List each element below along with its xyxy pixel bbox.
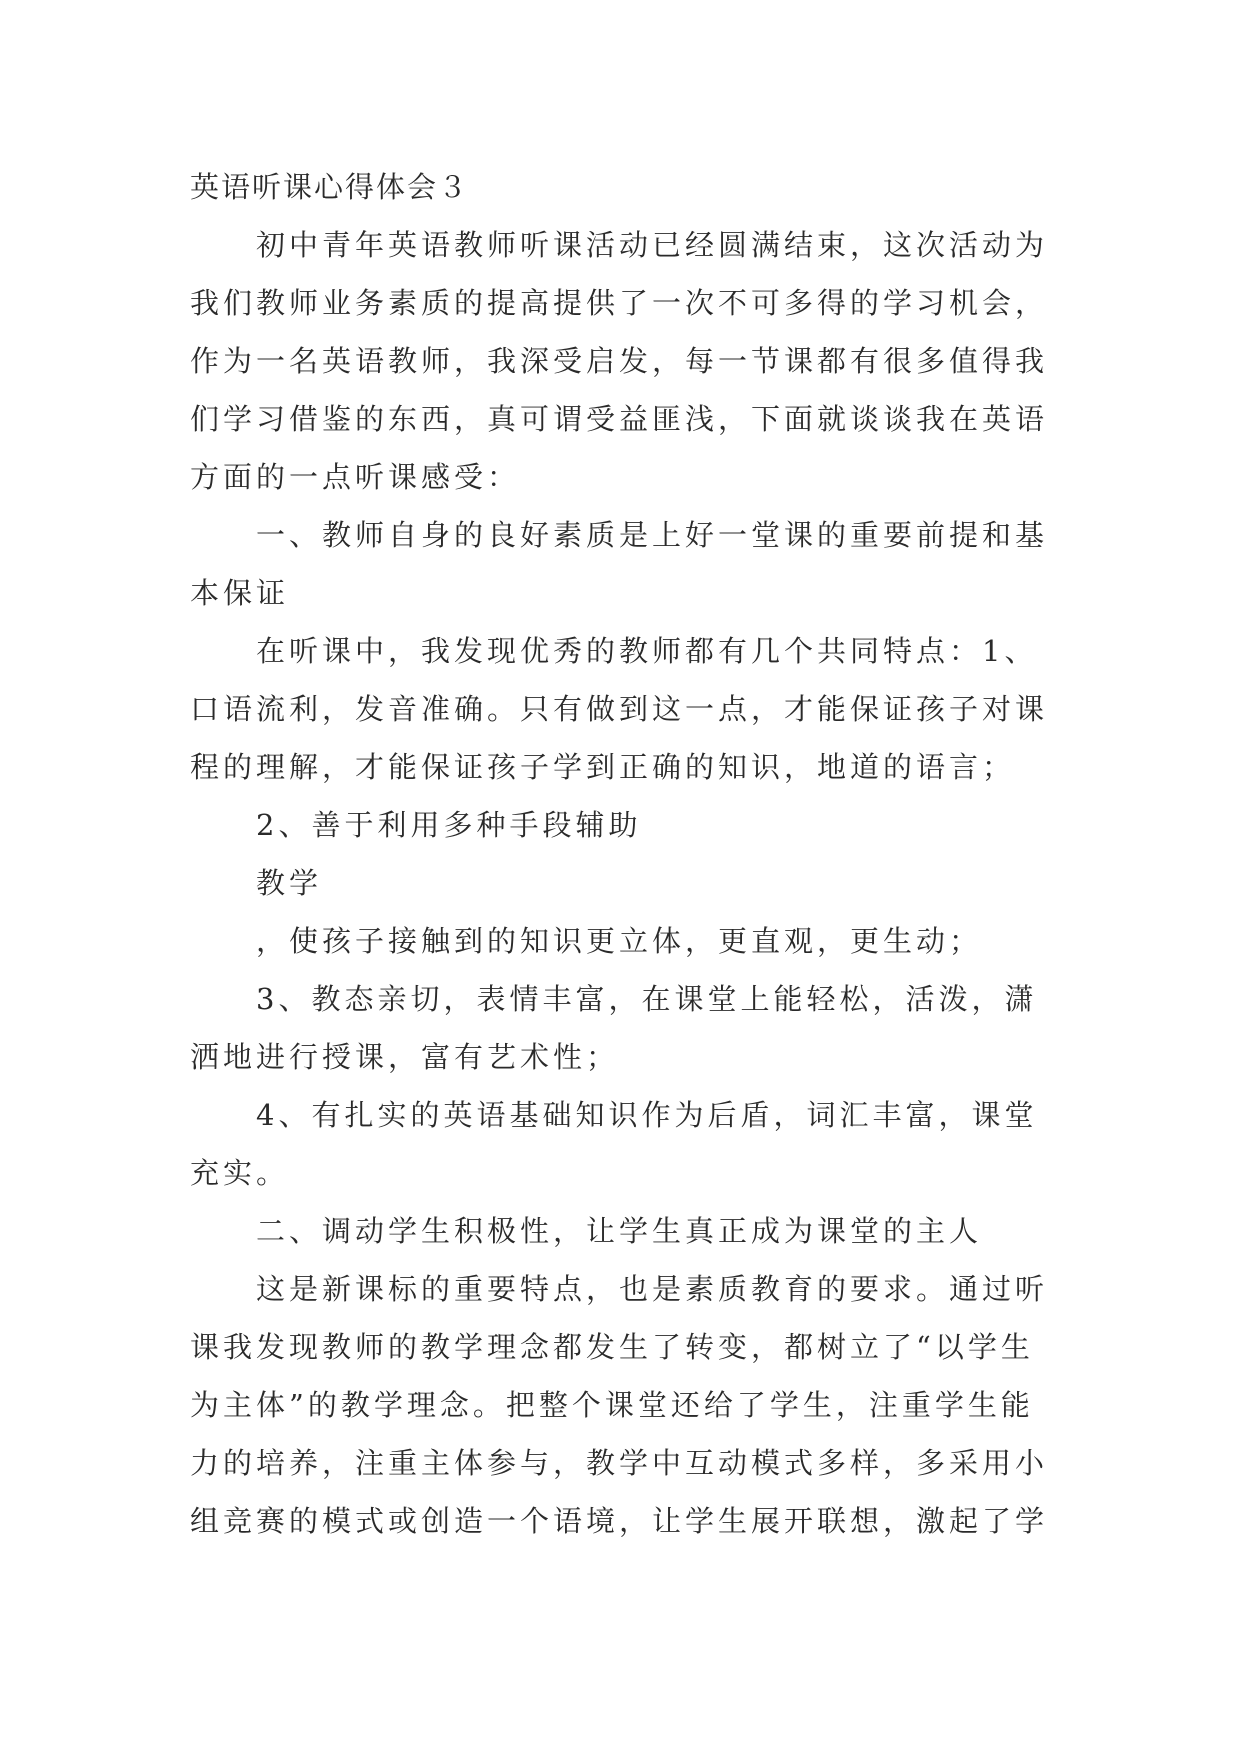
text-line: 4、有扎实的英语基础知识作为后盾，词汇丰富，课堂 [256,1098,1038,1132]
text-line: 二、调动学生积极性，让学生真正成为课堂的主人 [256,1214,983,1248]
text-line: 初中青年英语教师听课活动已经圆满结束，这次活动为 [256,228,1049,262]
text-line: 2、善于利用多种手段辅助 [256,808,642,842]
text-line: 口语流利，发音准确。只有做到这一点，才能保证孩子对课 [190,692,1049,726]
text-line: 作为一名英语教师，我深受启发，每一节课都有很多值得我 [190,344,1049,378]
text-line: 程的理解，才能保证孩子学到正确的知识，地道的语言； [190,750,1016,784]
text-line: 们学习借鉴的东西，真可谓受益匪浅，下面就谈谈我在英语 [190,402,1049,436]
text-line: 本保证 [190,576,290,610]
text-line: 3、教态亲切，表情丰富，在课堂上能轻松，活泼，潇 [256,982,1038,1016]
text-line: 充实。 [190,1156,290,1190]
text-line: 教学 [256,866,323,900]
text-line: 这是新课标的重要特点，也是素质教育的要求。通过听 [256,1272,1049,1306]
text-line: 为主体”的教学理念。把整个课堂还给了学生，注重学生能 [190,1388,1034,1422]
text-line: 一、教师自身的良好素质是上好一堂课的重要前提和基 [256,518,1049,552]
text-line: 我们教师业务素质的提高提供了一次不可多得的学习机会， [190,286,1049,320]
text-line: ，使孩子接触到的知识更立体，更直观，更生动； [256,924,983,958]
paragraph-lines [190,216,1070,1550]
document-title: 英语听课心得体会３ [190,170,470,204]
text-line: 洒地进行授课，富有艺术性； [190,1040,620,1074]
text-line: 组竞赛的模式或创造一个语境，让学生展开联想，激起了学 [190,1504,1049,1538]
text-line: 方面的一点听课感受： [190,460,521,494]
text-line: 力的培养，注重主体参与，教学中互动模式多样，多采用小 [190,1446,1049,1480]
text-line: 课我发现教师的教学理念都发生了转变，都树立了“以学生 [190,1330,1034,1364]
document-body [190,158,1070,1550]
text-line: 在听课中，我发现优秀的教师都有几个共同特点：1、 [256,634,1038,668]
